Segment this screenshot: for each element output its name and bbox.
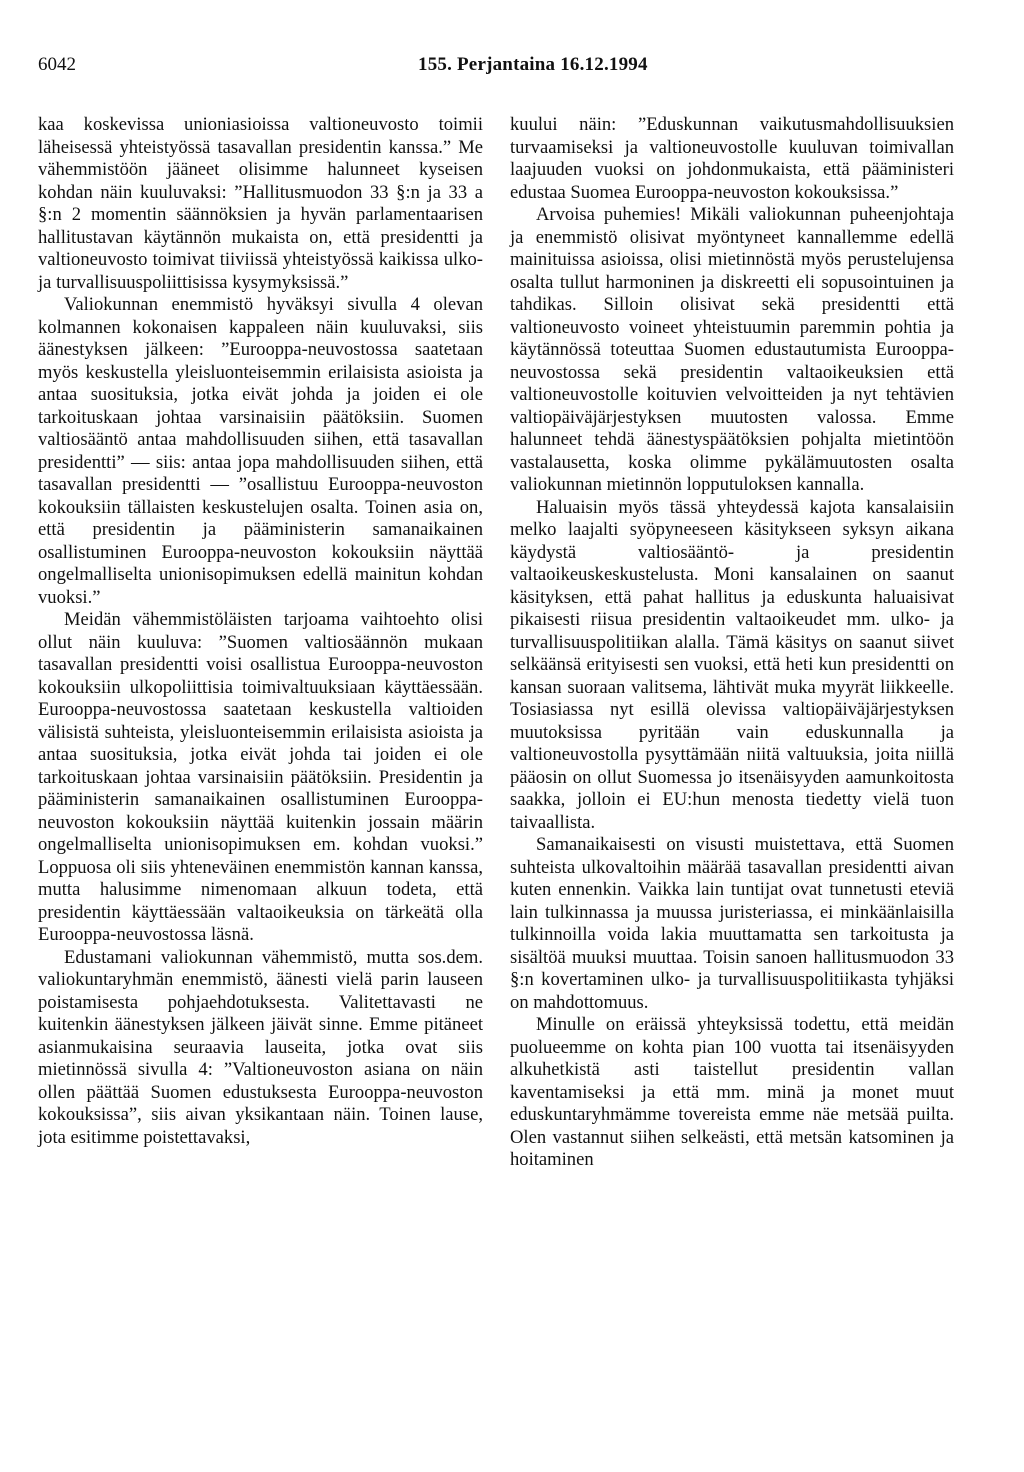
paragraph: Haluaisin myös tässä yhteydessä kajota kansalaisiin melko laajalti syöpyneeseen käsitykseen syksyn aikana käydystä valtiosääntö- ja presidentin valtaoikeuskeskustelusta. Moni kansalainen on saanut käsityksen, että pahat hallitus ja eduskunta haluaisivat pikaisesti riisua presidentin valtaoikeudet mm. ulko- ja turvallisuuspolitiikan alalla. Tämä käsitys on saanut siivet selkäänsä erityisesti sen vuoksi, että heti kun presidentti on kansan suoraan valitsema, lähtivät muka myyrät liikkeelle. Tosiasiassa nyt esillä olevissa valtiopäiväjärjestyksen muutoksissa pyritään vain eduskunnalla ja valtioneuvostolla pysyttämään niitä valtuuksia, joita niillä pääosin on ollut Suomessa jo itsenäisyyden aamunkoitosta saakka, jolloin ei EU:hun menosta tiedetty vielä tuon taivaallista. [510,496,954,833]
paragraph: Meidän vähemmistöläisten tarjoama vaihtoehto olisi ollut näin kuuluva: ”Suomen valtiosäännön mukaan tasavallan presidentti voisi osallistua Eurooppa-neuvoston kokouksiin ulkopoliittisia toimivaltuuksiaan käyttäessään. Eurooppa-neuvostossa saatetaan keskustella valtioiden välisistä suhteista, yleisluonteisemmin erilaisista asioista ja antaa suosituksia, jotka eivät johda tai joiden ei ole tarkoituskaan johtaa varsinaisiin päätöksiin. Presidentin ja pääministerin samanaikainen osallistuminen Eurooppa-neuvoston kokouksiin näyttää kuitenkin jossain määrin ongelmalliselta unionisopimuksen em. kohdan vuoksi.” Loppuosa oli siis yhteneväinen enemmistön kannan kanssa, mutta halusimme nimenomaan alkuun todeta, että presidentin käyttäessään valtaoikeuksia on tärkeätä olla Eurooppa-neuvostossa läsnä. [38,609,483,945]
right-text-column [510,114,954,1172]
paragraph: kaa koskevissa unioniasioissa valtioneuvosto toimii läheisessä yhteistyössä tasavallan presidentin kanssa.” Me vähemmistöön jääneet olisimme halunneet kyseisen kohdan näin kuuluvaksi: ”Hallitusmuodon 33 §:n ja 33 a §:n 2 momentin säännöksien ja hyvän parlamentaarisen hallitustavan käytännön mukaista on, että presidentti ja valtioneuvosto toimivat tiiviissä yhteistyössä kaikissa ulko- ja turvallisuuspoliittisissa kysymyksissä.” [38,114,483,293]
paragraph: kuului näin: ”Eduskunnan vaikutusmahdollisuuksien turvaamiseksi ja valtioneuvostolle kuuluvan toimivallan laajuuden vuoksi on johdonmukaista, että pääministeri edustaa Suomea Eurooppa-neuvoston kokouksissa.” [510,114,954,203]
page-header [38,54,986,82]
paragraph: Edustamani valiokunnan vähemmistö, mutta sos.dem. valiokuntaryhmän enemmistö, äänesti vielä parin lauseen poistamisesta pohjaehdotuksesta. Valitettavasti ne kuitenkin äänestyksen jälkeen jäivät sinne. Emme pitäneet asianmukaisina seuraavia lauseita, jotka ovat siis mietinnössä sivulla 4: ”Valtioneuvoston asiana on näin ollen päättää Suomen edustuksesta Eurooppa-neuvoston kokouksissa”, siis aivan yksikantaan näin. Toinen lause, jota esitimme poistettavaksi, [38,946,483,1148]
paragraph: Arvoisa puhemies! Mikäli valiokunnan puheenjohtaja ja enemmistö olisivat myöntyneet kannallemme edellä mainituissa asioissa, olisi mietinnöstä myös perustelujensa osalta tullut harmoninen ja diskreetti eli sopusointuinen ja tahdikas. Silloin olisivat sekä presidentti että valtioneuvosto voineet yhteistuumin paremmin pohtia ja käytännössä toteuttaa Suomen edustautumista Eurooppa-neuvostossa sekä presidentin valtaoikeuksien että valtioneuvostolle koituvien velvoitteiden ja nyt tehtävien valtiopäiväjärjestyksen muutosten valossa. Emme halunneet tehdä äänestyspäätöksien pohjalta mietintöön vastalausetta, koska olimme pykälämuutosten osalta valiokunnan mietinnön lopputuloksen kannalla. [510,204,954,495]
page-number: 6042 [38,54,76,75]
paragraph: Samanaikaisesti on visusti muistettava, että Suomen suhteista ulkovaltoihin määrää tasavallan presidentti aivan kuten ennenkin. Vaikka lain tuntijat ovat tunnetusti eteviä lain tulkinnassa ja muussa juristeriassa, ei minkäänlaisilla tulkinnoilla voida lakia muuttamatta sen tarkoitusta ja sisältöä muuksi muuttaa. Toisin sanoen hallitusmuodon 33 §:n kovertaminen ulko- ja turvallisuuspolitiikasta tyhjäksi on mahdottomuus. [510,834,954,1013]
paragraph: Minulle on eräissä yhteyksissä todettu, että meidän puolueemme on kohta pian 100 vuotta tai itsenäisyyden alkuhetkistä asti taistellut presidentin vallan kaventamiseksi ja että mm. minä ja monet muut eduskuntaryhmämme tovereista emme näe metsää puilta. Olen vastannut siihen selkeästi, että metsän katsominen ja hoitaminen [510,1014,954,1170]
left-text-column [38,114,483,1149]
paragraph: Valiokunnan enemmistö hyväksyi sivulla 4 olevan kolmannen kokonaisen kappaleen näin kuuluvaksi, siis äänestyksen jälkeen: ”Eurooppa-neuvostossa saatetaan myös keskustella yleisluonteisemmin erilaisista asioista ja antaa suosituksia, jotka eivät johda ja joiden ei ole tarkoituskaan johtaa varsinaisiin päätöksiin. Suomen valtiosääntö antaa mahdollisuuden siihen, että tasavallan presidentti” — siis: antaa jopa mahdollisuuden siihen, että tasavallan presidentti — ”osallistuu Eurooppa-neuvoston kokouksiin tällaisten keskustelujen osalta. Toinen asia on, että presidentin ja pääministerin samanaikainen osallistuminen Eurooppa-neuvoston kokouksiin näyttää ongelmalliselta unionisopimuksen edellä mainitun kohdan vuoksi.” [38,294,483,608]
session-heading: 155. Perjantaina 16.12.1994 [418,54,648,75]
